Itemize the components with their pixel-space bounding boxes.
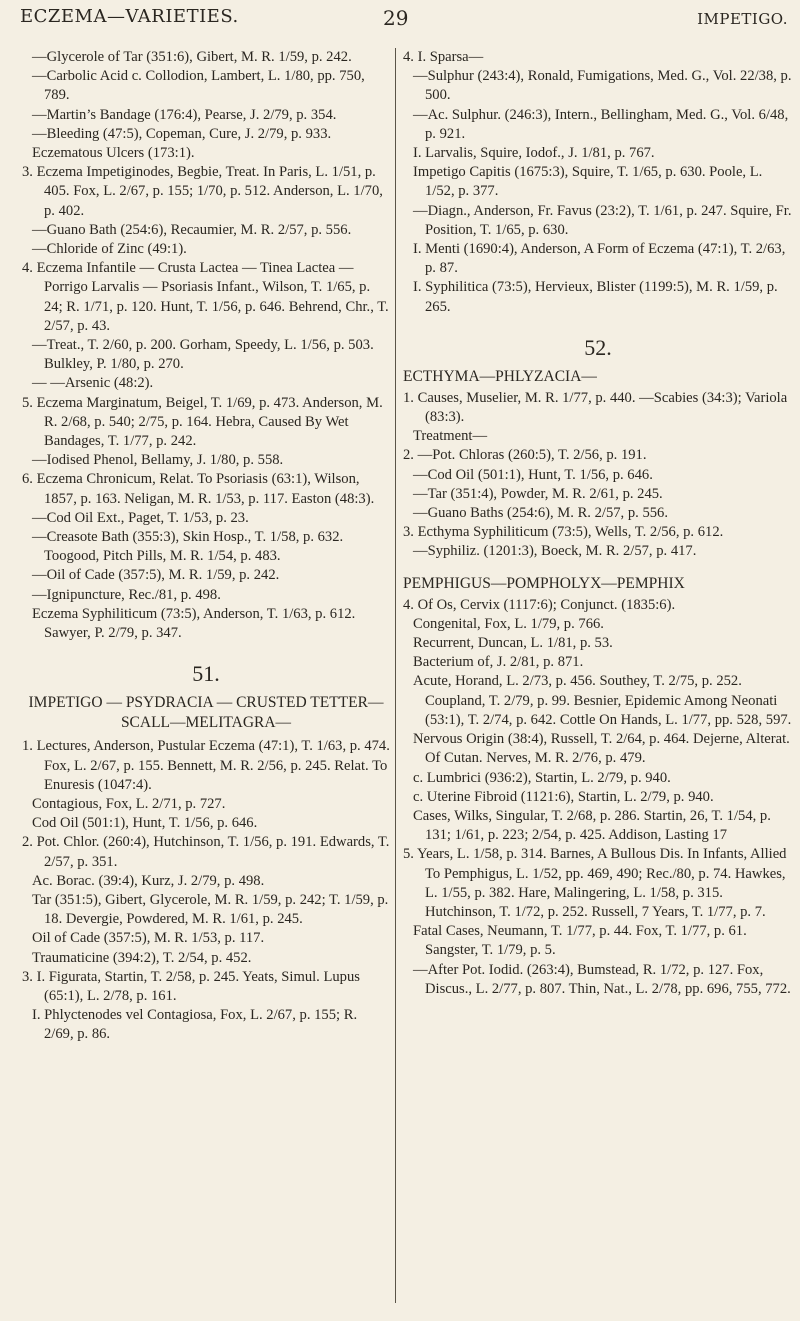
running-header	[0, 6, 800, 46]
index-entry: 4. I. Sparsa—	[403, 49, 484, 65]
index-entry: —After Pot. Iodid. (263:4), Bumstead, R. 1/72, p. 127. Fox, Discus., L. 2/77, p. 807. Thin, Nat., L. 2/78, pp. 696, 755, 772.	[413, 961, 791, 997]
left-entries-2	[22, 737, 390, 1044]
index-entry: —Glycerole of Tar (351:6), Gibert, M. R. 1/59, p. 242.	[32, 49, 352, 65]
index-entry: I. Syphilitica (73:5), Hervieux, Blister (1199:5), M. R. 1/59, p. 265.	[413, 279, 778, 315]
index-entry: Fatal Cases, Neumann, T. 1/77, p. 44. Fox, T. 1/77, p. 61. Sangster, T. 1/79, p. 5.	[413, 923, 747, 959]
index-entry: Eczematous Ulcers (173:1).	[32, 145, 195, 162]
index-entry: Treatment—	[413, 428, 488, 445]
index-entry: —Cod Oil (501:1), Hunt, T. 1/56, p. 646.	[413, 466, 653, 483]
index-entry: —Diagn., Anderson, Fr. Favus (23:2), T. 1/61, p. 247. Squire, Fr. Position, T. 1/65, p. 630.	[413, 202, 792, 238]
index-entry: 5. Eczema Marginatum, Beigel, T. 1/69, p. 473. Anderson, M. R. 2/68, p. 540; 2/75, p. 164. Hebra, Caused By Wet Bandages, T. 1/77, p. 242.	[22, 394, 383, 450]
index-entry: Contagious, Fox, L. 2/71, p. 727.	[32, 795, 226, 812]
index-entry: Nervous Origin (38:4), Russell, T. 2/64, p. 464. Dejerne, Alterat. Of Cutan. Nerves, M. R. 2/76, p. 479.	[413, 731, 790, 767]
section-52-number: 52.	[584, 334, 612, 360]
index-entry: —Creasote Bath (355:3), Skin Hosp., T. 1/58, p. 632. Toogood, Pitch Pills, M. R. 1/54, p. 483.	[32, 529, 344, 565]
index-entry: —Sulphur (243:4), Ronald, Fumigations, Med. G., Vol. 22/38, p. 500.	[413, 68, 792, 104]
index-entry: Cod Oil (501:1), Hunt, T. 1/56, p. 646.	[32, 815, 258, 832]
index-entry: 1. Causes, Muselier, M. R. 1/77, p. 440. —Scabies (34:3); Variola (83:3).	[403, 389, 788, 426]
index-entry: —Chloride of Zinc (49:1).	[32, 241, 187, 258]
section-51-number: 51.	[192, 661, 220, 687]
index-entry: 2. —Pot. Chloras (260:5), T. 2/56, p. 191.	[403, 447, 647, 464]
index-entry: —Bleeding (47:5), Copeman, Cure, J. 2/79, p. 933.	[32, 125, 332, 142]
index-entry: 3. I. Figurata, Startin, T. 2/58, p. 245. Yeats, Simul. Lupus (65:1), L. 2/78, p. 161.	[22, 968, 360, 1004]
right-entries-2	[403, 389, 793, 562]
index-entry: I. Menti (1690:4), Anderson, A Form of Eczema (47:1), T. 2/63, p. 87.	[413, 241, 786, 277]
index-entry: 6. Eczema Chronicum, Relat. To Psoriasis (63:1), Wilson, 1857, p. 163. Neligan, M. R. 1/53, p. 117. Easton (48:3).	[22, 471, 375, 507]
index-entry: —Guano Baths (254:6), M. R. 2/57, p. 556.	[413, 505, 668, 522]
section-51-title: IMPETIGO — PSYDRACIA — CRUSTED TETTER—SCALL—MELITAGRA—	[28, 694, 384, 732]
index-entry: —Treat., T. 2/60, p. 200. Gorham, Speedy, L. 1/56, p. 503. Bulkley, P. 1/80, p. 270.	[32, 337, 374, 373]
column-divider	[395, 48, 396, 1303]
index-entry: 4. Eczema Infantile — Crusta Lactea — Tinea Lactea — Porrigo Larvalis — Psoriasis Infant., Wilson, T. 1/65, p. 24; R. 1/71, p. 120. Hunt, T. 1/56, p. 646. Behrend, Chr., T. 2/57, p. 43.	[22, 260, 389, 334]
index-entry: —Ignipuncture, Rec./81, p. 498.	[32, 586, 221, 603]
index-entry: I. Larvalis, Squire, Iodof., J. 1/81, p. 767.	[413, 145, 655, 162]
index-entry: Eczema Syphiliticum (73:5), Anderson, T. 1/63, p. 612. Sawyer, P. 2/79, p. 347.	[32, 605, 356, 642]
index-entry: —Cod Oil Ext., Paget, T. 1/53, p. 23.	[32, 509, 249, 526]
index-entry: 4. Of Os, Cervix (1117:6); Conjunct. (1835:6).	[403, 596, 676, 613]
index-entry: —Tar (351:4), Powder, M. R. 2/61, p. 245.	[413, 485, 663, 502]
index-entry: —Ac. Sulphur. (246:3), Intern., Bellingham, Med. G., Vol. 6/48, p. 921.	[413, 106, 789, 142]
index-entry: Acute, Horand, L. 2/73, p. 456. Southey, T. 2/75, p. 252. Coupland, T. 2/79, p. 99. Besnier, Epidemic Among Neonati (53:1), T. 2/74, p. 642. Cottle On Hands, L. 1/77, pp. 528, 597.	[413, 673, 792, 728]
index-entry: —Martin’s Bandage (176:4), Pearse, J. 2/79, p. 354.	[32, 106, 337, 123]
index-entry: 2. Pot. Chlor. (260:4), Hutchinson, T. 1/56, p. 191. Edwards, T. 2/57, p. 351.	[22, 834, 390, 870]
header-left-title: ECZEMA—VARIETIES.	[20, 6, 239, 27]
index-entry: 5. Years, L. 1/58, p. 314. Barnes, A Bullous Dis. In Infants, Allied To Pemphigus, L. 1/52, pp. 469, 490; Rec./80, p. 74. Hawkes, L. 1/55, p. 382. Hare, Malingering, L. 1/58, p. 315. Hutchinson, T. 1/72, p. 252. Russell, 7 Years, T. 1/77, p. 7.	[403, 846, 787, 920]
index-entry: — —Arsenic (48:2).	[32, 375, 154, 392]
index-entry: Tar (351:5), Gibert, Glycerole, M. R. 1/59, p. 242; T. 1/59, p. 18. Devergie, Powdered, M. R. 1/61, p. 245.	[32, 891, 389, 928]
index-entry: I. Phlyctenodes vel Contagiosa, Fox, L. 2/67, p. 155; R. 2/69, p. 86.	[32, 1007, 358, 1043]
index-entry: Congenital, Fox, L. 1/79, p. 766.	[413, 615, 604, 632]
left-entries	[22, 48, 390, 643]
index-entry: 3. Ecthyma Syphiliticum (73:5), Wells, T. 2/56, p. 612.	[403, 524, 724, 541]
section-52-title: ECTHYMA—PHLYZACIA—	[403, 367, 597, 385]
index-entry: Ac. Borac. (39:4), Kurz, J. 2/79, p. 498.	[32, 872, 265, 889]
index-entry: —Guano Bath (254:6), Recaumier, M. R. 2/57, p. 556.	[32, 221, 352, 238]
index-entry: —Oil of Cade (357:5), M. R. 1/59, p. 242.	[32, 567, 280, 584]
index-entry: Traumaticine (394:2), T. 2/54, p. 452.	[32, 949, 252, 966]
index-entry: Cases, Wilks, Singular, T. 2/68, p. 286. Startin, 26, T. 1/54, p. 131; 1/61, p. 223; 2/54, p. 425. Addison, Lasting 17	[413, 807, 771, 844]
header-right-title: IMPETIGO.	[697, 10, 788, 28]
index-entry: 1. Lectures, Anderson, Pustular Eczema (47:1), T. 1/63, p. 474. Fox, L. 2/67, p. 155. Bennett, M. R. 2/56, p. 245. Relat. To Enuresis (1047:4).	[22, 738, 390, 793]
section-pemphigus-title: PEMPHIGUS—POMPHOLYX—PEMPHIX	[403, 574, 685, 592]
index-entry: —Syphiliz. (1201:3), Boeck, M. R. 2/57, p. 417.	[413, 543, 697, 560]
index-entry: c. Uterine Fibroid (1121:6), Startin, L. 2/79, p. 940.	[413, 788, 714, 805]
right-column	[403, 48, 793, 999]
index-entry: Bacterium of, J. 2/81, p. 871.	[413, 654, 584, 671]
index-entry: Impetigo Capitis (1675:3), Squire, T. 1/65, p. 630. Poole, L. 1/52, p. 377.	[413, 164, 763, 200]
index-entry: —Carbolic Acid c. Collodion, Lambert, L. 1/80, pp. 750, 789.	[32, 68, 365, 104]
index-entry: Recurrent, Duncan, L. 1/81, p. 53.	[413, 635, 613, 652]
index-entry: Oil of Cade (357:5), M. R. 1/53, p. 117.	[32, 930, 265, 947]
index-entry: 3. Eczema Impetiginodes, Begbie, Treat. In Paris, L. 1/51, p. 405. Fox, L. 2/67, p. 155; 1/70, p. 512. Anderson, L. 1/70, p. 402.	[22, 164, 383, 219]
left-column	[22, 48, 390, 1045]
index-entry: c. Lumbrici (936:2), Startin, L. 2/79, p. 940.	[413, 769, 671, 786]
index-entry: —Iodised Phenol, Bellamy, J. 1/80, p. 558.	[32, 452, 284, 469]
right-entries	[403, 48, 793, 317]
right-entries-3	[403, 596, 793, 999]
page-number: 29	[383, 6, 409, 30]
